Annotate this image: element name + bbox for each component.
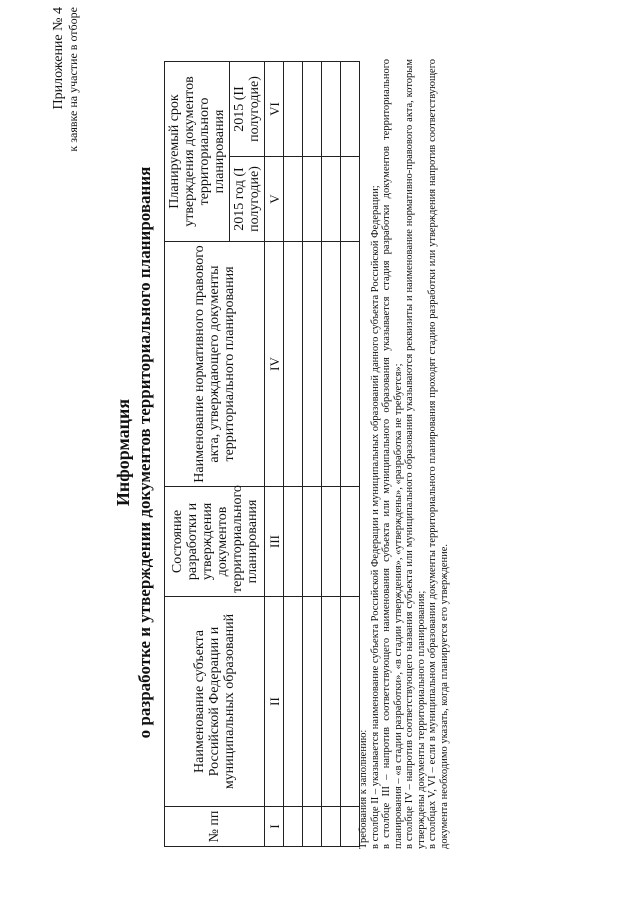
column-number: V	[265, 157, 284, 242]
header-planned: Планируемый срок утверждения документов территориального планирования	[165, 61, 230, 241]
table-cell	[322, 487, 341, 597]
table-cell	[341, 597, 360, 807]
table-row	[303, 61, 322, 846]
column-number: IV	[265, 242, 284, 487]
note-item: в столбце IV – напротив соответствующего названия субъекта или муниципального образования указываются реквизиты и наименование нормативно-правового акта, которым утверждены документы территориального планирования;	[404, 59, 427, 849]
table-cell	[303, 807, 322, 847]
table-cell	[303, 242, 322, 487]
table-cell	[284, 807, 303, 847]
title-line-2: о разработке и утверждении документов территориального планирования	[135, 166, 154, 739]
table-cell	[284, 242, 303, 487]
table-cell	[303, 61, 322, 156]
column-number: III	[265, 487, 284, 597]
table-cell	[322, 807, 341, 847]
table-cell	[303, 597, 322, 807]
table-cell	[341, 61, 360, 156]
header-num: № пп	[165, 807, 265, 847]
table-cell	[341, 807, 360, 847]
title-line-1: Информация	[113, 398, 133, 507]
table-cell	[322, 242, 341, 487]
appendix-label	[52, 7, 80, 152]
note-item: в столбце II – указывается наименование субъекта Российской Федерации и муниципальных образований данного субъекта Российской Федерации;	[369, 185, 381, 849]
note-item: в столбцах V, VI – если в муниципальном образовании документы территориального планирования проходят стадию разработки или утверждения напротив соответствующего документа необходимо указать, когда планируется его утверждение.	[427, 59, 450, 849]
header-period-2: 2015 (II полугодие)	[230, 61, 265, 156]
table-cell	[284, 597, 303, 807]
table-cell	[303, 487, 322, 597]
table-cell	[284, 487, 303, 597]
appendix-number: Приложение № 4	[51, 7, 66, 110]
notes-heading: Требования к заполнению:	[358, 729, 369, 849]
note-item: в столбце III – напротив соответствующего наименования субъекта или муниципального образования указывается стадия разработки документов территориального планирования – «в стадии разработки», «в стадии утверждения», «утверждены», «разработка не требуется»;	[381, 59, 404, 849]
header-name: Наименование субъекта Российской Федерации и муниципальных образований	[165, 597, 265, 807]
table-row	[322, 61, 341, 846]
table-cell	[284, 157, 303, 242]
table-cell	[303, 157, 322, 242]
header-row-1	[165, 61, 230, 846]
table-cell	[284, 61, 303, 156]
table-row	[284, 61, 303, 846]
column-number: I	[265, 807, 284, 847]
table-cell	[322, 597, 341, 807]
column-number: VI	[265, 61, 284, 156]
table-cell	[322, 157, 341, 242]
column-number: II	[265, 597, 284, 807]
table-cell	[322, 61, 341, 156]
header-period-1: 2015 год (I полугодие)	[230, 157, 265, 242]
filling-requirements	[358, 59, 450, 849]
header-act: Наименование нормативного правового акта, утверждающего документы территориального планирования	[165, 242, 265, 487]
table-row	[341, 61, 360, 846]
document-title	[112, 0, 156, 905]
header-status: Состояние разработки и утверждения документов территориального планирования	[165, 487, 265, 597]
column-number-row	[265, 61, 284, 846]
appendix-subtitle: к заявке на участие в отборе	[66, 7, 80, 152]
table-cell	[341, 487, 360, 597]
table-cell	[341, 242, 360, 487]
table-cell	[341, 157, 360, 242]
planning-table	[164, 61, 360, 847]
